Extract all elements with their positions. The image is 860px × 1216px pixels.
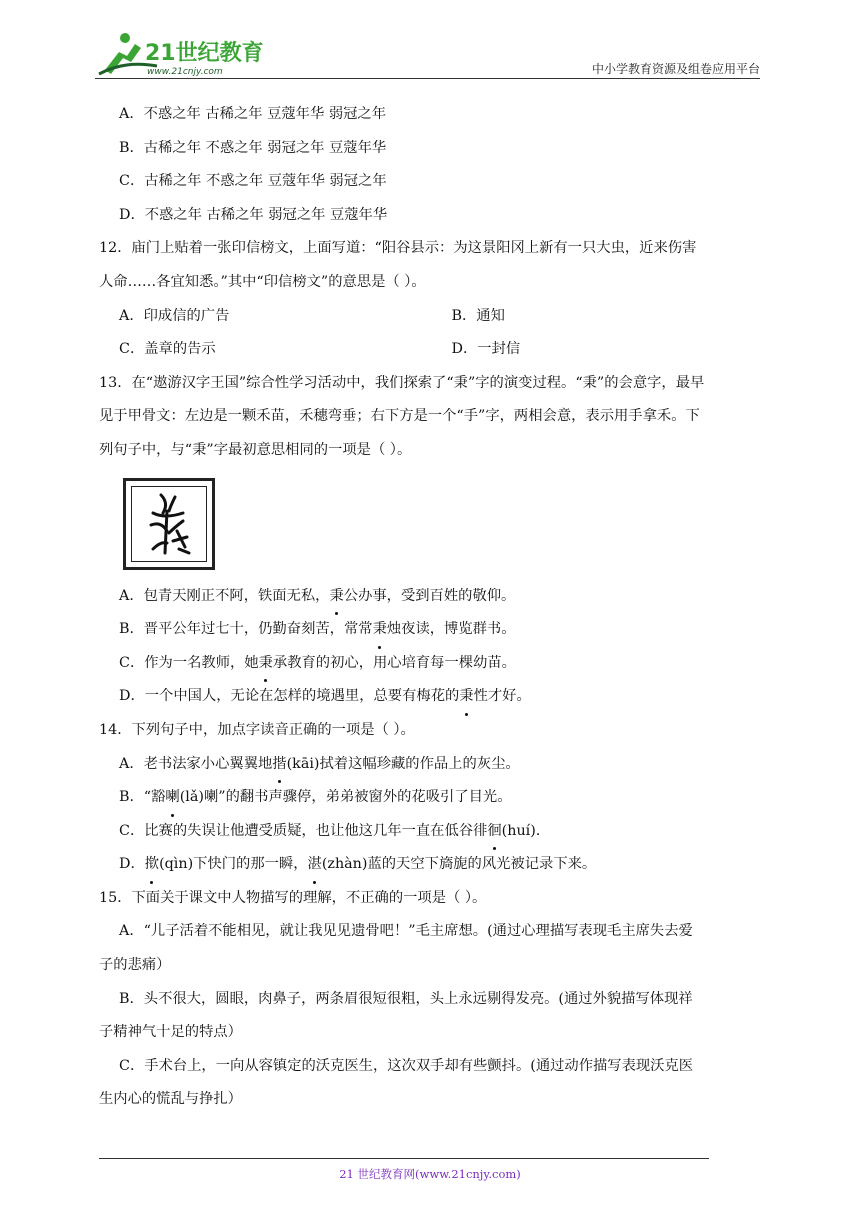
q13-b-text1: B．晋平公年过七十，仍勤奋刻苦，常常 — [119, 621, 373, 638]
q15-option-a-line1: A．“儿子活着不能相见，就让我见见遗骨吧！”毛主席想。(通过心理描写表现毛主席失去爱 — [119, 923, 693, 940]
q14-d-text1: (qìn)下快门的那一瞬， — [159, 856, 308, 873]
q12-stem-line2: 人命……各宜知悉。”其中“印信榜文”的意思是（ ）。 — [99, 273, 426, 290]
q14-a-dotted-char: 揩 — [272, 748, 286, 782]
q14-d-dotted-char2: 湛 — [308, 848, 322, 882]
q11-option-c: C．古稀之年 不惑之年 豆蔻年华 弱冠之年 — [119, 173, 387, 190]
q14-option-c — [99, 815, 764, 849]
site-logo-icon — [95, 30, 265, 78]
q11-option-b: B．古稀之年 不惑之年 弱冠之年 豆蔻年华 — [119, 139, 387, 156]
q14-b-dotted-char: 喇 — [165, 781, 179, 815]
q14-d-prefix: D． — [119, 856, 145, 873]
q13-b-dotted-char: 秉 — [373, 613, 387, 647]
q15-option-b-line1: B．头不很大，圆眼，肉鼻子，两条眉很短很粗，头上永远剔得发亮。(通过外貌描写体现祥 — [119, 990, 693, 1007]
q15-option-a-line2: 子的悲痛） — [99, 957, 171, 974]
page-header — [95, 30, 760, 82]
platform-name: 中小学教育资源及组卷应用平台 — [591, 62, 760, 76]
q11-option-d: D．不惑之年 古稀之年 弱冠之年 豆蔻年华 — [119, 206, 388, 223]
q14-b-text2: (lǎ)喇”的翻书声骤停，弟弟被窗外的花吸引了目光。 — [179, 789, 512, 806]
q12-options-row2 — [99, 333, 764, 367]
q14-option-a — [99, 748, 764, 782]
q12-option-b: B．通知 — [451, 307, 505, 324]
q14-d-dotted-char1: 揿 — [145, 848, 159, 882]
q14-c-text1: C．比赛的失误让他遭受质疑，也让他这几年一直在低谷徘 — [119, 822, 488, 839]
q13-d-dotted-char: 秉 — [459, 680, 473, 714]
q12-stem-line1: 12．庙门上贴着一张印信榜文，上面写道：“阳谷县示：为这景阳冈上新有一只大虫，近来伤害 — [99, 240, 697, 257]
q11-option-a: A．不惑之年 古稀之年 豆蔻年华 弱冠之年 — [119, 106, 387, 122]
q13-a-text2: 公办事，受到百姓的敬仰。 — [343, 587, 516, 604]
q14-a-text1: A．老书法家小心翼翼地 — [119, 755, 273, 772]
q15-option-b-line2: 子精神气十足的特点） — [99, 1024, 242, 1041]
q14-c-text2: (huí). — [501, 822, 541, 839]
q14-c-dotted-char: 徊 — [487, 815, 501, 849]
q13-option-d — [99, 680, 764, 714]
q13-c-dotted-char: 秉 — [259, 647, 273, 681]
bing-character-icon — [139, 491, 199, 557]
q13-option-b — [99, 613, 764, 647]
q13-stem-line1: 13．在“遨游汉字王国”综合性学习活动中，我们探索了“秉”字的演变过程。“秉”的会意字，最早 — [99, 374, 705, 391]
q14-a-text2: (kāi)拭着这幅珍藏的作品上的灰尘。 — [286, 755, 520, 772]
q12-option-d: D．一封信 — [451, 341, 521, 358]
q13-a-dotted-char: 秉 — [329, 580, 343, 614]
q15-option-c-line2: 生内心的慌乱与挣扎） — [99, 1091, 242, 1108]
q13-stem-line3: 列句子中，与“秉”字最初意思相同的一项是（ ）。 — [99, 441, 412, 458]
q14-b-text1: B．“豁 — [119, 789, 166, 806]
logo-url: www.21cnjy.com — [147, 67, 223, 77]
q13-stem-line2: 见于甲骨文：左边是一颗禾苗，禾穗弯垂；右下方是一个“手”字，两相会意，表示用手拿禾。下 — [99, 408, 700, 425]
q13-c-text2: 承教育的初心，用心培育每一棵幼苗。 — [272, 654, 516, 671]
q13-option-c — [99, 647, 764, 681]
exam-content — [99, 98, 764, 1117]
logo-title: 21世纪教育 — [145, 41, 264, 66]
q13-c-text1: C．作为一名教师，她 — [119, 654, 259, 671]
footer-divider — [99, 1158, 709, 1159]
q14-stem: 14．下列句子中，加点字读音正确的一项是（ ）。 — [99, 721, 415, 738]
oracle-bone-character-image — [123, 478, 215, 570]
q15-option-c-line1: C．手术台上，一向从容镇定的沃克医生，这次双手却有些颤抖。(通过动作描写表现沃克医 — [119, 1057, 694, 1074]
q12-option-a: A．印成信的广告 — [119, 307, 230, 324]
q12-option-c: C．盖章的告示 — [119, 341, 216, 358]
q14-d-text2: (zhàn)蓝的天空下旖旎的风光被记录下来。 — [321, 856, 597, 873]
q12-options-row1 — [99, 300, 764, 334]
q13-option-a — [99, 580, 764, 614]
q14-option-b — [99, 781, 764, 815]
footer-link[interactable]: 21 世纪教育网(www.21cnjy.com) — [339, 1167, 521, 1181]
q14-option-d — [99, 848, 764, 882]
q13-d-text1: D．一个中国人，无论在怎样的境遇里，总要有梅花的 — [119, 688, 460, 705]
q15-stem: 15．下面关于课文中人物描写的理解，不正确的一项是（ ）。 — [99, 889, 487, 906]
q13-d-text2: 性才好。 — [473, 688, 531, 705]
q13-b-text2: 烛夜读，博览群书。 — [386, 621, 516, 638]
header-divider — [95, 78, 760, 79]
q13-a-text1: A．包青天刚正不阿，铁面无私， — [119, 587, 330, 604]
